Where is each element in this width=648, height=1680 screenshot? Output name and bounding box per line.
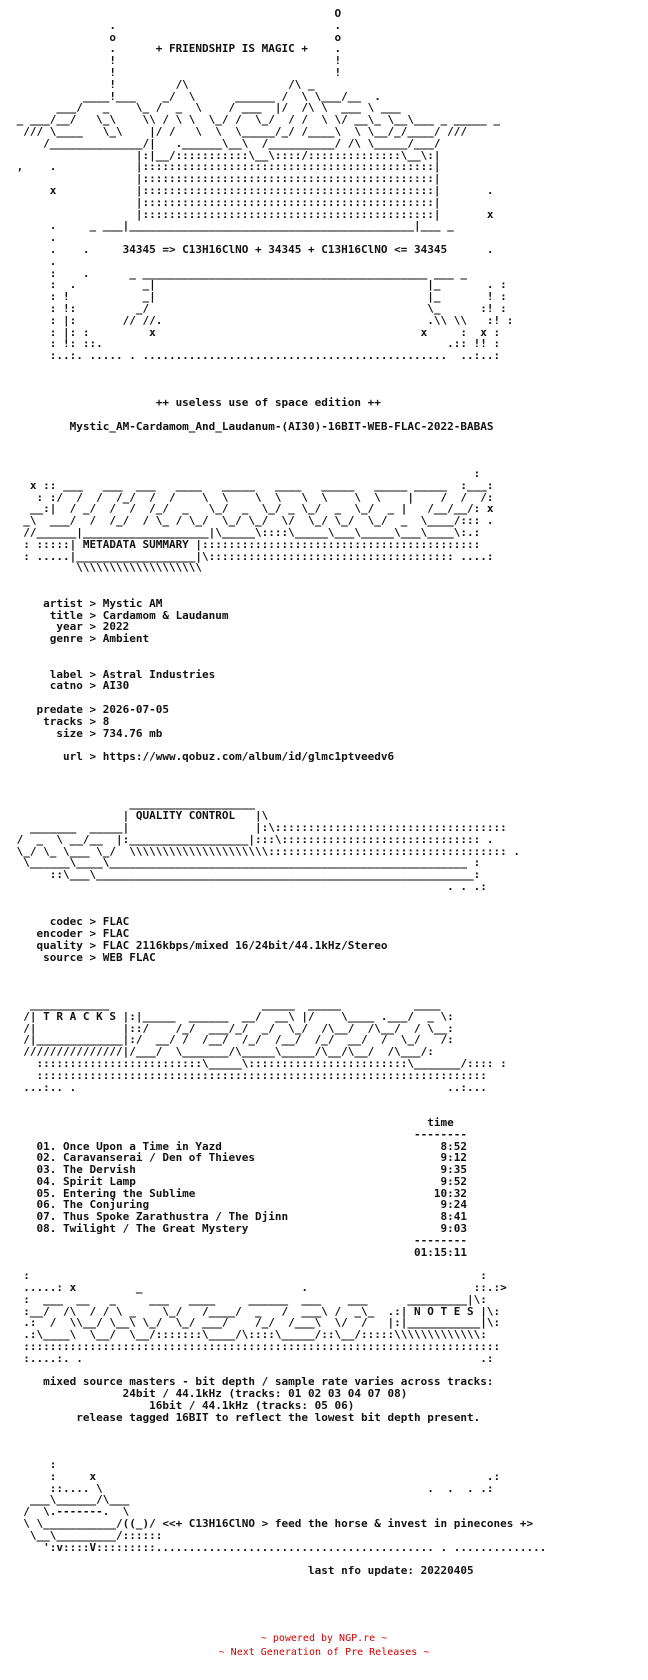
nfo-line: |::::::::::::::::::::::::::::::::::::::::::::| x	[10, 207, 494, 221]
nfo-line: : x .:	[10, 1469, 501, 1483]
nfo-line: \\\\\\\\\\\\\\\\\\\	[10, 561, 203, 575]
nfo-line: \______\____\______________________________________________________ :	[10, 856, 481, 870]
nfo-line: : ! _| |_ ! :	[10, 290, 507, 304]
nfo-line: size > 734.76 mb	[10, 726, 163, 740]
nfo-text-block	[10, 8, 546, 1577]
nfo-line: :	[10, 1458, 57, 1472]
nfo-line: ':v::::V:::::::::.......................................... . ..............	[10, 1540, 547, 1554]
nfo-line: 06. The Conjuring 9:24	[10, 1198, 467, 1212]
nfo-line: ::::::::::::::::::::::::::::::::::::::::::::::::::::::::::::::::::::::::	[10, 1340, 501, 1354]
nfo-line: ///////////////|/___/ \_______/\_____\_____/\__/\__/ /\___/:	[10, 1045, 434, 1059]
nfo-line: ! !	[10, 65, 342, 79]
nfo-line: ::::::::::::::::::::::::::::::::::::::::::::::::::::::::::::::::::::	[10, 1068, 487, 1082]
nfo-line: /|_____________|:/ __/ / /__/ /_/ /__/ /_/ __/ / \_/ /:	[10, 1033, 454, 1047]
nfo-line: 04. Spirit Lamp 9:52	[10, 1174, 467, 1188]
nfo-line: ____________ _____ _____ ____	[10, 997, 441, 1011]
footer-powered-by: ~ powered by NGP.re ~	[260, 1633, 388, 1644]
nfo-line: mixed source masters - bit depth / sample rate varies across tracks:	[10, 1375, 494, 1389]
nfo-line: 07. Thus Spoke Zarathustra / The Djinn 8:41	[10, 1210, 467, 1224]
nfo-line: ::.... \ . . . .:	[10, 1481, 494, 1495]
nfo-line: catno > AI30	[10, 679, 130, 693]
nfo-line: /// \____ \_\ |/ / \ \ \_____/_/ /____\ \ \__/_/____/ ///	[10, 124, 467, 138]
nfo-line: \ \___________/((_)/ <<+ C13H16ClNO > feed the horse & invest in pinecones +>	[10, 1517, 534, 1530]
nfo-line: --------	[10, 1127, 467, 1141]
nfo-line: 24bit / 44.1kHz (tracks: 01 02 03 04 07 08)	[10, 1387, 408, 1401]
nfo-line: : ___ __ _ ___ ____ ______ ___ ___ _________|\:	[10, 1292, 487, 1306]
nfo-line: 01:15:11	[10, 1245, 467, 1259]
nfo-line: /______________/| .______\__\ /__________/ /\ \_____/___/	[10, 136, 441, 150]
nfo-line: o o	[10, 30, 342, 44]
nfo-line: . . 34345 => C13H16ClNO + 34345 + C13H16ClNO <= 34345 .	[10, 242, 494, 256]
nfo-line: : . _ ___________________________________________ ___ _	[10, 266, 467, 280]
nfo-line: : |: : x x : x :	[10, 325, 501, 339]
nfo-line: 08. Twilight / The Great Mystery 9:03	[10, 1222, 467, 1236]
nfo-line: ::\___\_________________________________________________________:	[10, 868, 481, 882]
nfo-line: :....:. . .:	[10, 1351, 494, 1365]
nfo-line: __:| / _/ / / /_/ _ \_/ _ \_/ _ \_/ _ \_/ _ | /__/__/: x	[10, 502, 494, 516]
nfo-line: encoder > FLAC	[10, 927, 130, 941]
nfo-line: :..:. ..... . .............................................. ..:..:	[10, 349, 501, 363]
nfo-line: .	[10, 254, 57, 268]
nfo-line: . .	[10, 18, 342, 32]
nfo-line: 01. Once Upon a Time in Yazd 8:52	[10, 1139, 467, 1153]
nfo-line: /| |::/ /_/ ___/_/ _/ \_/ /\__/ /\__/ / \__:	[10, 1021, 454, 1035]
nfo-line: : :	[10, 1269, 487, 1283]
nfo-line: _ ___/__/ \_\ \\ / \ \ \_/ / \_/ / / \ \/ __\_ \__\___ _ _____ _	[10, 113, 501, 127]
nfo-line: \_/ \_ \___ \_/ \\\\\\\\\\\\\\\\\\\\\:::::::::::::::::::::::::::::::::::: .	[10, 844, 520, 858]
nfo-line: ____!___ _/ \ ______ / \ \___/__ .	[10, 89, 381, 103]
nfo-line: ! /\ /\ _	[10, 77, 315, 91]
nfo-line: _\ ___/ / /_/ / \_ / \_/ \_/ \_/ \/ \_/ \_/ \_/ _ \____/::: .	[10, 514, 494, 528]
nfo-line: /| T R A C K S |:|_____ ______ __/ __\ |/ \____ .___/ _ \:	[10, 1009, 454, 1023]
nfo-line: . . .:	[10, 879, 487, 893]
nfo-line: 05. Entering the Sublime 10:32	[10, 1186, 467, 1200]
nfo-line: release tagged 16BIT to reflect the lowest bit depth present.	[10, 1410, 481, 1424]
nfo-line: : |: // //. .\\ \\ :! :	[10, 313, 514, 327]
nfo-line: Mystic_AM-Cardamom_And_Laudanum-(AI30)-16BIT-WEB-FLAC-2022-BABAS	[10, 419, 494, 433]
nfo-line: url > https://www.qobuz.com/album/id/glmc1ptveedv6	[10, 750, 395, 764]
nfo-line: , . |::::::::::::::::::::::::::::::::::::::::::::|	[10, 160, 441, 174]
nfo-line: x :: ___ ___ ___ ____ _____ ____ _____ _____ _____ :___:	[10, 478, 494, 492]
nfo-line: artist > Mystic AM	[10, 596, 163, 610]
nfo-line: . + FRIENDSHIP IS MAGIC + .	[10, 42, 342, 56]
nfo-line: : !: ::. .:: !! :	[10, 337, 501, 351]
nfo-line: | QUALITY CONTROL |\	[10, 809, 269, 823]
nfo-line: label > Astral Industries	[10, 667, 216, 681]
nfo-line: time	[10, 1115, 454, 1129]
nfo-line: .: / \\__/ \__\ \_/ \_/ ___/ /_/ /___\ \/ / |:|___________|\:	[10, 1316, 501, 1330]
nfo-line: ...:.. . ..:...	[10, 1080, 487, 1094]
nfo-line: year > 2022	[10, 620, 130, 634]
nfo-line: .	[10, 231, 57, 245]
nfo-line: tracks > 8	[10, 714, 110, 728]
nfo-line: :__/ /\ / / \ _ \_/ /____/ _ / ___\ / _\_ .:| N O T E S |\:	[10, 1304, 501, 1318]
nfo-line: ___________________	[10, 797, 256, 811]
nfo-line: _______ _____| |:\:::::::::::::::::::::::::::::::::::	[10, 820, 507, 834]
nfo-line: source > WEB FLAC	[10, 950, 156, 964]
nfo-line: \__\_________/::::::	[10, 1528, 163, 1542]
nfo-line: 02. Caravanserai / Den of Thieves 9:12	[10, 1151, 467, 1165]
nfo-line: title > Cardamom & Laudanum	[10, 608, 229, 622]
nfo-line: |::::::::::::::::::::::::::::::::::::::::::::|	[10, 172, 441, 186]
footer-tagline: ~ Next Generation of Pre Releases ~	[218, 1647, 430, 1658]
nfo-line: genre > Ambient	[10, 632, 150, 646]
nfo-line: : :::::| METADATA SUMMARY |::::::::::::::::::::::::::::::::::::::::::	[10, 537, 481, 551]
nfo-line: --------	[10, 1233, 467, 1247]
nfo-line: :::::::::::::::::::::::::\_____\::::::::::::::::::::::::\_______/:::: :	[10, 1056, 507, 1070]
nfo-line: : !: _/ \_ :! :	[10, 301, 507, 315]
nfo-line: / \.-------. \	[10, 1505, 130, 1519]
nfo-line: .:\____\ \__/ \__/:::::::\____/\::::\_____/::\__/:::::\\\\\\\\\\\\\:	[10, 1328, 487, 1342]
nfo-line: 16bit / 44.1kHz (tracks: 05 06)	[10, 1399, 355, 1413]
nfo-line: ___\______/\___	[10, 1493, 130, 1507]
nfo-line: |:|__/:::::::::::\__\::::/::::::::::::::\__\:|	[10, 148, 441, 162]
nfo-line: : .....|__________________|\::::::::::::::::::::::::::::::::::::: ....:	[10, 549, 494, 563]
nfo-line: //______|___________________|\_____\::::\_____\___\_____\___\____\:.:	[10, 526, 481, 540]
nfo-line: :	[10, 467, 481, 481]
nfo-line: : . _| |_ . :	[10, 278, 507, 292]
nfo-line: / _ \ __/__ |:__________________|:::\:::::::::::::::::::::::::::::: .	[10, 832, 494, 846]
nfo-line: . _ ___|___________________________________________|___ _	[10, 219, 454, 233]
footer	[0, 1632, 648, 1660]
nfo-line: ++ useless use of space edition ++	[10, 396, 381, 410]
nfo-line: last nfo update: 20220405	[10, 1564, 474, 1578]
nfo-line: |::::::::::::::::::::::::::::::::::::::::::::|	[10, 195, 441, 209]
nfo-line: ! !	[10, 54, 342, 68]
nfo-line: ___/ _ \_ / _ \ / ___ |/ /\ \ ___ \ ___	[10, 101, 401, 115]
nfo-line: codec > FLAC	[10, 915, 130, 929]
nfo-line: O	[10, 7, 342, 20]
nfo-line: quality > FLAC 2116kbps/mixed 16/24bit/44.1kHz/Stereo	[10, 938, 388, 952]
nfo-line: predate > 2026-07-05	[10, 703, 169, 717]
nfo-line: .....: x _ . ::.:>	[10, 1281, 507, 1295]
nfo-line: 03. The Dervish 9:35	[10, 1163, 467, 1177]
nfo-line: : :/ / / /_/ / / \ \ \ \ \ \ \ \ | / / /:	[10, 490, 494, 504]
nfo-line: x |::::::::::::::::::::::::::::::::::::::::::::| .	[10, 183, 494, 197]
